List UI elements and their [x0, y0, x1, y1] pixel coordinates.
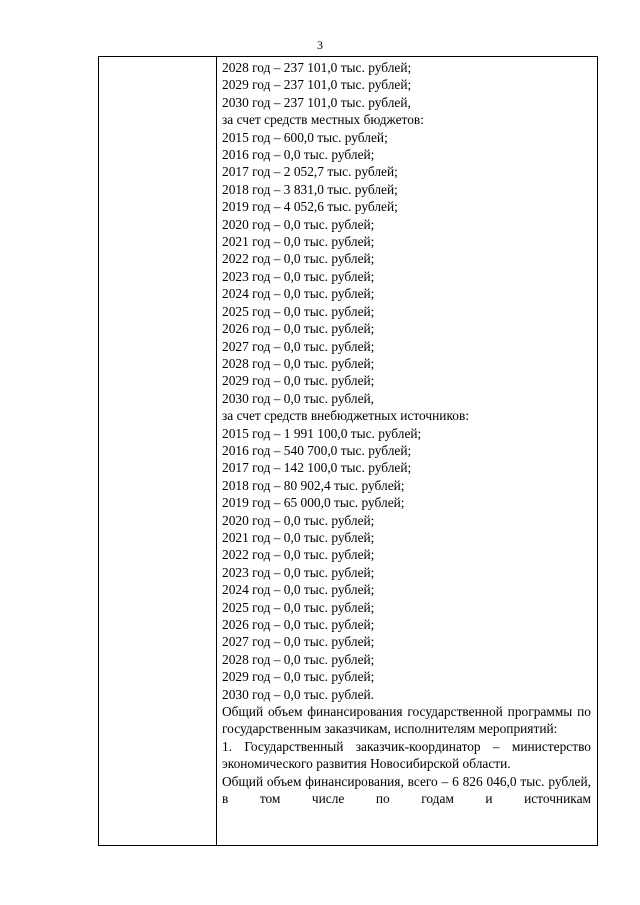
funding-line: 2028 год – 0,0 тыс. рублей; — [222, 651, 375, 667]
funding-line: 2030 год – 0,0 тыс. рублей. — [222, 686, 375, 702]
funding-line: 2029 год – 237 101,0 тыс. рублей; — [222, 77, 412, 93]
funding-line: 2020 год – 0,0 тыс. рублей; — [222, 216, 375, 232]
funding-line: 2017 год – 2 052,7 тыс. рублей; — [222, 164, 398, 180]
document-table — [98, 56, 598, 846]
funding-line: 2016 год – 540 700,0 тыс. рублей; — [222, 442, 412, 458]
funding-line: 2027 год – 0,0 тыс. рублей; — [222, 338, 375, 354]
funding-line: 2020 год – 0,0 тыс. рублей; — [222, 512, 375, 528]
funding-line: 2029 год – 0,0 тыс. рублей; — [222, 373, 375, 389]
funding-line: 2015 год – 600,0 тыс. рублей; — [222, 129, 388, 145]
funding-line: 2028 год – 0,0 тыс. рублей; — [222, 355, 375, 371]
funding-line: 2028 год – 237 101,0 тыс. рублей; — [222, 60, 412, 75]
funding-line: 2027 год – 0,0 тыс. рублей; — [222, 634, 375, 650]
funding-line: за счет средств внебюджетных источников: — [222, 408, 470, 424]
funding-line: 2019 год – 4 052,6 тыс. рублей; — [222, 199, 398, 215]
funding-line: 2030 год – 0,0 тыс. рублей, — [222, 390, 375, 406]
table-right-cell — [217, 57, 597, 845]
funding-line: 2019 год – 65 000,0 тыс. рублей; — [222, 495, 405, 511]
funding-line: за счет средств местных бюджетов: — [222, 112, 424, 128]
funding-line: 2015 год – 1 991 100,0 тыс. рублей; — [222, 425, 422, 441]
funding-line: 2016 год – 0,0 тыс. рублей; — [222, 147, 375, 163]
funding-line: 2018 год – 80 902,4 тыс. рублей; — [222, 477, 405, 493]
funding-line: 2030 год – 237 101,0 тыс. рублей, — [222, 94, 411, 110]
funding-line: 2026 год – 0,0 тыс. рублей; — [222, 617, 375, 632]
funding-line: 2022 год – 0,0 тыс. рублей; — [222, 251, 375, 267]
page-number: 3 — [317, 38, 323, 52]
funding-line: 2025 год – 0,0 тыс. рублей; — [222, 303, 375, 319]
paragraph-total-by-customers: Общий объем финансирования государственной программы по государственным заказчикам, исполнителям мероприятий: — [222, 704, 591, 737]
funding-line: 2025 год – 0,0 тыс. рублей; — [222, 599, 375, 615]
table-left-cell — [99, 57, 217, 845]
funding-lines — [222, 59, 591, 703]
funding-line: 2024 год – 0,0 тыс. рублей; — [222, 286, 375, 302]
funding-line: 2023 год – 0,0 тыс. рублей; — [222, 268, 375, 284]
funding-line: 2021 год – 0,0 тыс. рублей; — [222, 529, 375, 545]
funding-line: 2029 год – 0,0 тыс. рублей; — [222, 669, 375, 685]
funding-line: 2023 год – 0,0 тыс. рублей; — [222, 564, 375, 580]
funding-line: 2017 год – 142 100,0 тыс. рублей; — [222, 460, 412, 476]
paragraph-customer-1: 1. Государственный заказчик-координатор – министерство экономического развития Новосибирской области. — [222, 738, 591, 772]
funding-line: 2022 год – 0,0 тыс. рублей; — [222, 547, 375, 563]
funding-line: 2018 год – 3 831,0 тыс. рублей; — [222, 181, 398, 197]
funding-line: 2021 год – 0,0 тыс. рублей; — [222, 234, 375, 250]
funding-line: 2024 год – 0,0 тыс. рублей; — [222, 582, 375, 598]
paragraph-total-funding: Общий объем финансирования, всего – 6 826 046,0 тыс. рублей, в том числе по годам и источникам — [222, 773, 591, 807]
funding-line: 2026 год – 0,0 тыс. рублей; — [222, 321, 375, 337]
